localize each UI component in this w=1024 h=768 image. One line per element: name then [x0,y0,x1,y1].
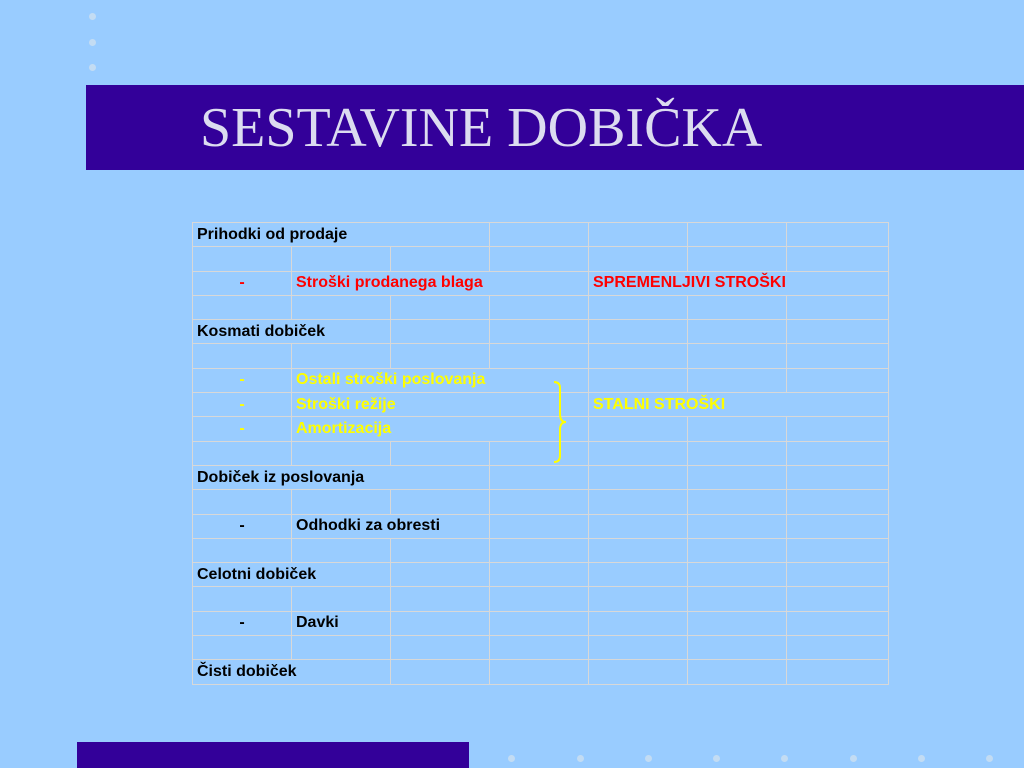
table-row [193,223,889,247]
decorative-dot [850,755,857,762]
profit-table [192,222,889,685]
table-row [193,636,889,660]
row-label: Celotni dobiček [193,563,391,587]
row-dash: - [193,368,292,392]
table-row [193,587,889,611]
decorative-dot [781,755,788,762]
decorative-dot [89,39,96,46]
decorative-dot [89,64,96,71]
row-label: Davki [292,611,391,635]
table-row [193,441,889,465]
table-row [193,295,889,319]
bottom-bar [77,742,469,768]
decorative-dot [89,13,96,20]
variable-costs-note: SPREMENLJIVI STROŠKI [589,271,889,295]
table-row [193,368,889,392]
decorative-dot [645,755,652,762]
slide-title: SESTAVINE DOBIČKA [200,97,763,159]
decorative-dot [986,755,993,762]
table-row [193,538,889,562]
table-row [193,490,889,514]
row-label: Kosmati dobiček [193,320,391,344]
row-label: Čisti dobiček [193,660,391,684]
row-dash: - [193,514,292,538]
curly-brace-icon [550,380,572,464]
row-dash: - [193,271,292,295]
table-row [193,660,889,684]
row-dash: - [193,393,292,417]
table-row [193,344,889,368]
table-row [193,514,889,538]
decorative-dot [577,755,584,762]
table-row [193,563,889,587]
row-label: Amortizacija [292,417,589,441]
decorative-dot [918,755,925,762]
row-dash: - [193,417,292,441]
table-row [193,611,889,635]
decorative-dot [508,755,515,762]
fixed-costs-note: STALNI STROŠKI [589,393,889,417]
table-row [193,465,889,489]
decorative-dot [713,755,720,762]
row-label: Odhodki za obresti [292,514,490,538]
row-label: Stroški prodanega blaga [292,271,589,295]
table-row [193,393,889,417]
row-label: Stroški režije [292,393,589,417]
row-label: Prihodki od prodaje [193,223,490,247]
table-row [193,271,889,295]
table-row [193,417,889,441]
row-label: Ostali stroški poslovanja [292,368,589,392]
table-row [193,320,889,344]
table-row [193,247,889,271]
row-dash: - [193,611,292,635]
row-label: Dobiček iz poslovanja [193,465,490,489]
